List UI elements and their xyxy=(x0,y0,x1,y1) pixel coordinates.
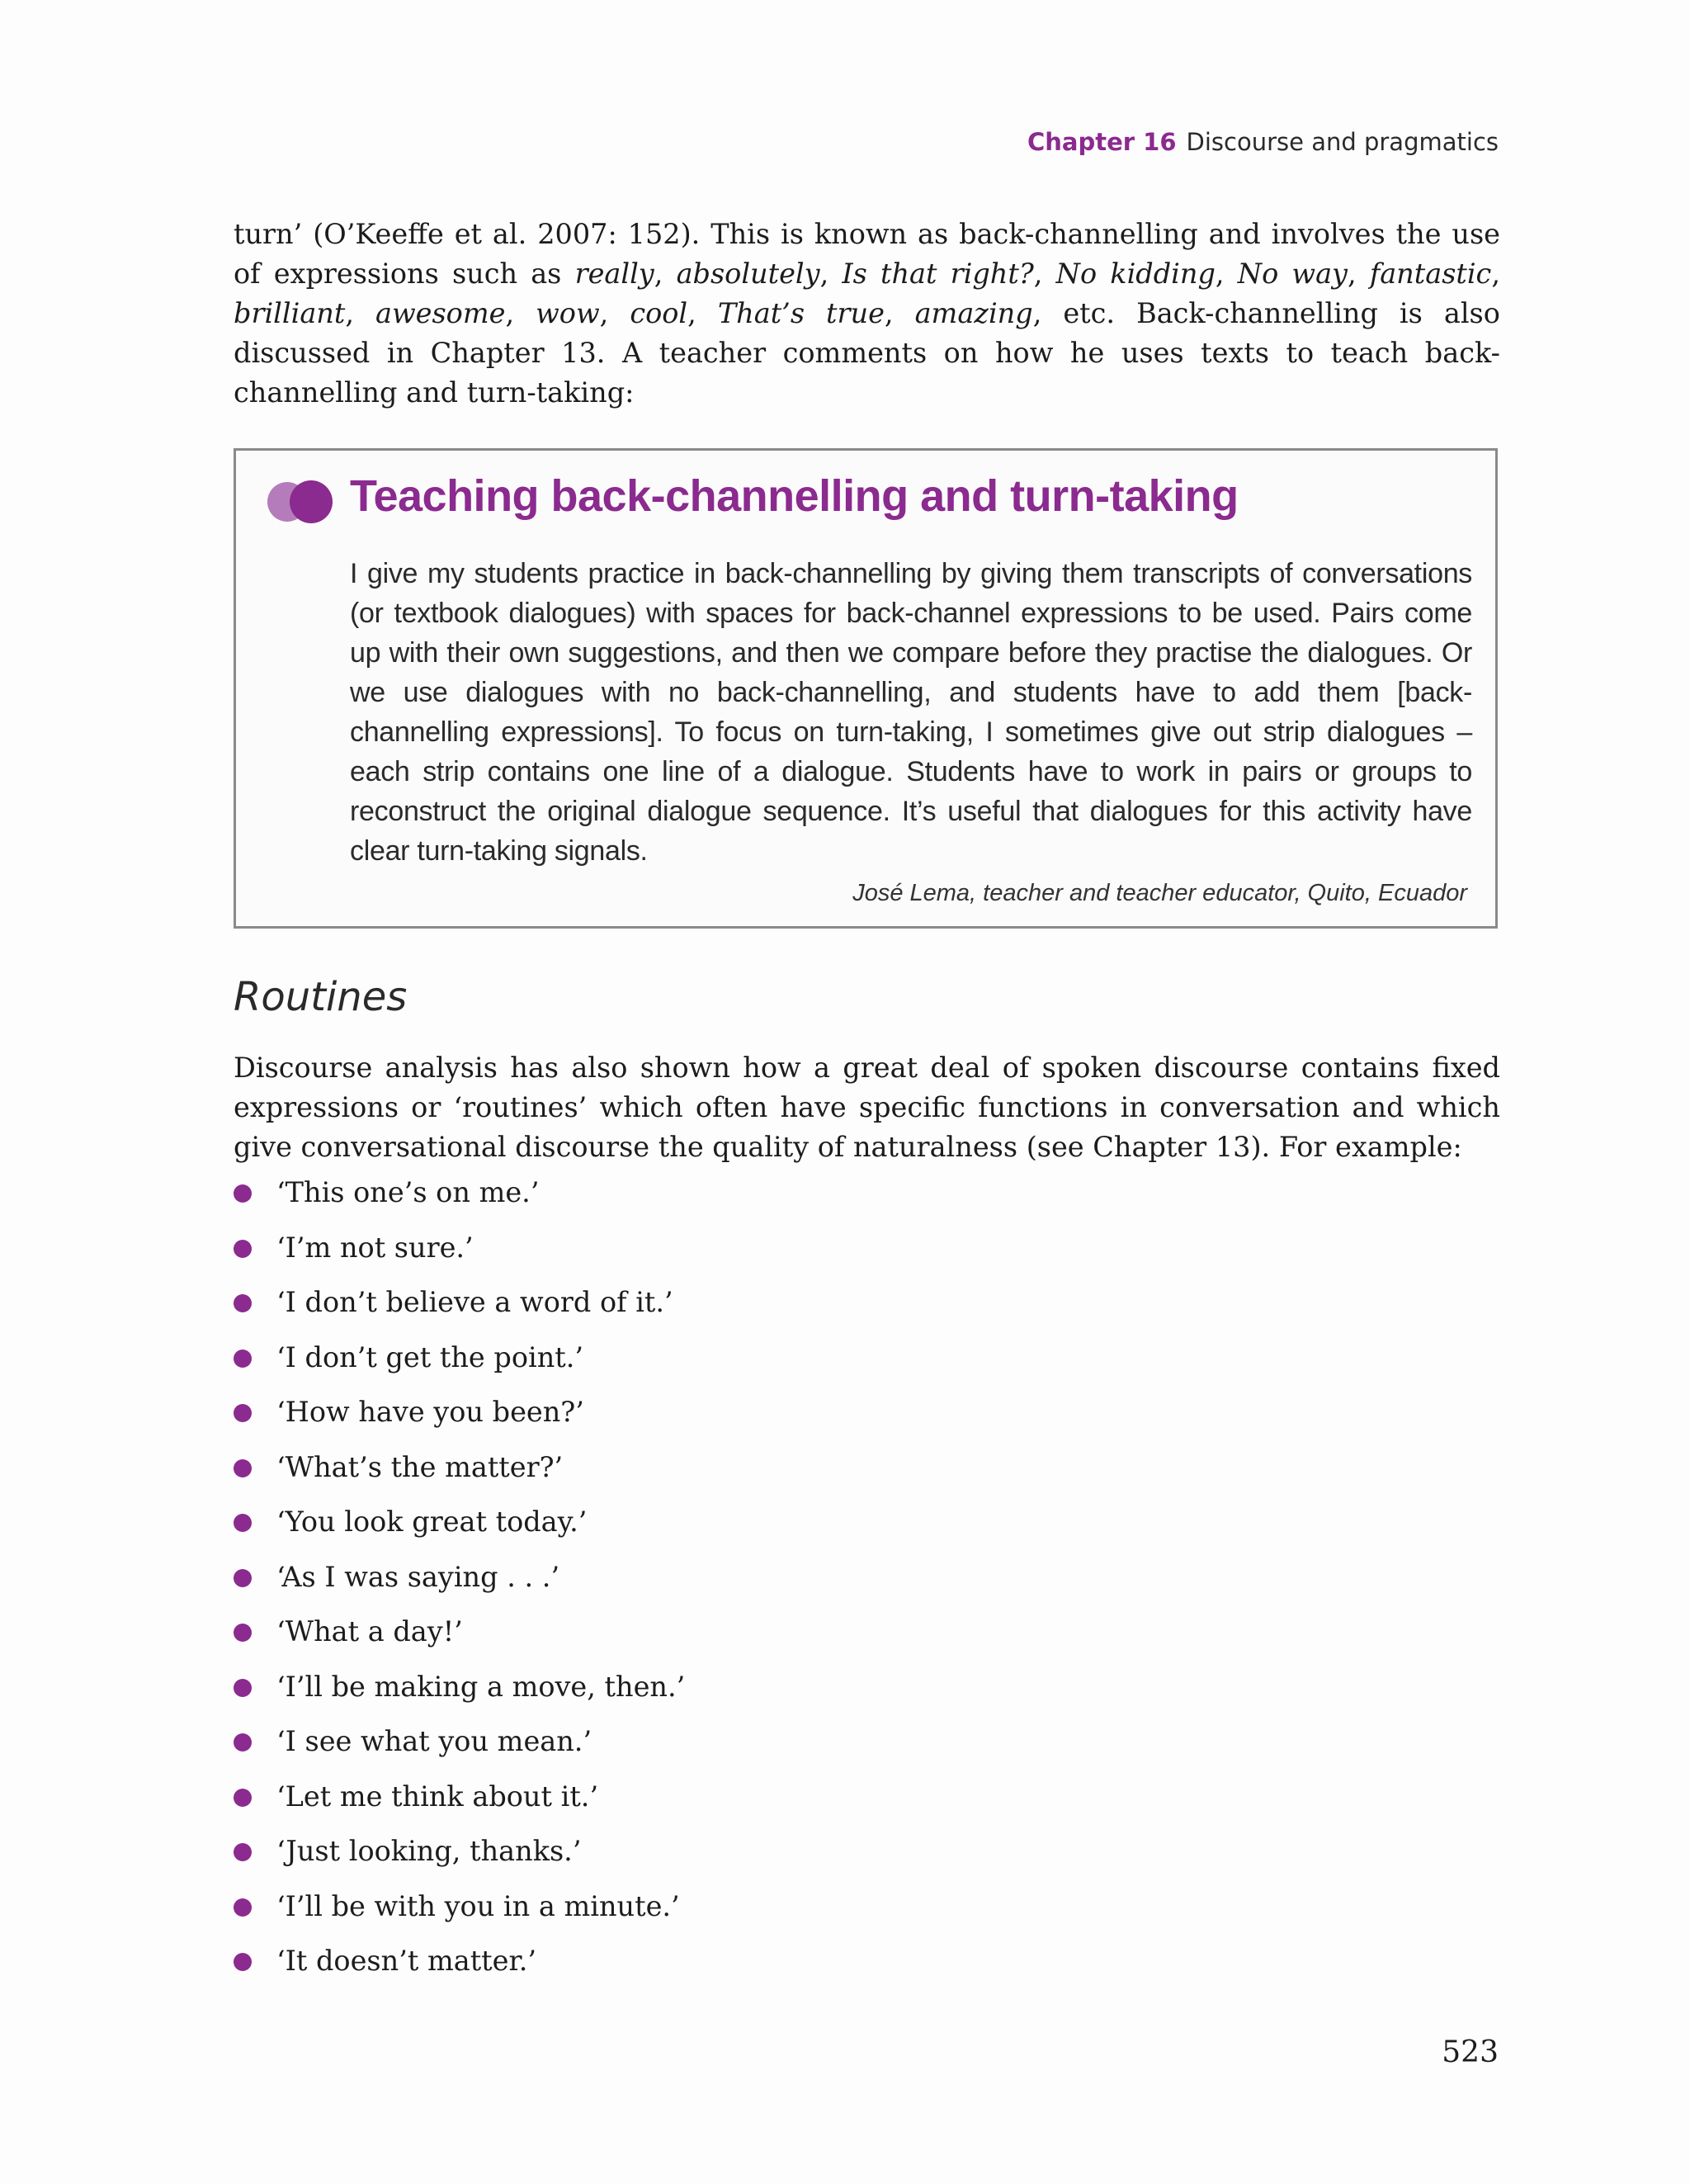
list-item-text: ‘I see what you mean.’ xyxy=(276,1725,592,1757)
back-channel-expression: amazing xyxy=(914,297,1033,329)
separator: , xyxy=(654,258,677,290)
list-item-text: ‘I don’t get the point.’ xyxy=(276,1340,584,1373)
bullet-icon xyxy=(234,1350,252,1368)
teacher-comment-box xyxy=(234,448,1498,929)
list-item-text: ‘I’ll be making a move, then.’ xyxy=(276,1670,686,1703)
list-item xyxy=(234,1286,1224,1341)
running-head xyxy=(1027,128,1499,156)
page-number: 523 xyxy=(1442,2035,1499,2069)
bullet-icon xyxy=(234,1953,252,1971)
list-item xyxy=(234,1451,1224,1506)
back-channel-expression: fantastic xyxy=(1369,258,1492,290)
back-channel-expression: Is that right? xyxy=(842,258,1034,290)
back-channel-expression: cool xyxy=(630,297,688,329)
box-title: Teaching back-channelling and turn-taking xyxy=(350,471,1239,521)
list-item xyxy=(234,1176,1224,1231)
bullet-icon xyxy=(234,1733,252,1751)
bullet-icon xyxy=(234,1679,252,1697)
list-item-text: ‘Just looking, thanks.’ xyxy=(276,1835,582,1867)
bullet-icon xyxy=(234,1789,252,1807)
list-item-text: ‘This one’s on me.’ xyxy=(276,1176,540,1208)
separator: , xyxy=(819,258,843,290)
list-item-text: ‘I’ll be with you in a minute.’ xyxy=(276,1889,680,1922)
list-item xyxy=(234,1780,1224,1836)
bullet-icon xyxy=(234,1184,252,1203)
intro-tail: , etc. Back-channelling is also discussed in Chapter 13. A teacher comments on how he uses texts to teach back-channelling and turn-taking: xyxy=(234,297,1500,409)
list-item xyxy=(234,1615,1224,1671)
separator: , xyxy=(1033,258,1056,290)
bullet-icon xyxy=(234,1569,252,1587)
list-item-text: ‘It doesn’t matter.’ xyxy=(276,1945,537,1977)
routines-paragraph: Discourse analysis has also shown how a great deal of spoken discourse contains fixed expressions or ‘routines’ which often have specific functions in conversation and which give conversational discourse the quality of naturalness (see Chapter 13). For example: xyxy=(234,1052,1500,1163)
bullet-icon xyxy=(234,1294,252,1312)
separator: , xyxy=(1215,258,1238,290)
back-channel-expression: No kidding xyxy=(1055,258,1216,290)
box-attribution: José Lema, teacher and teacher educator, Quito, Ecuador xyxy=(852,880,1467,906)
list-item-text: ‘What’s the matter?’ xyxy=(276,1450,564,1483)
list-item xyxy=(234,1671,1224,1726)
list-item xyxy=(234,1725,1224,1780)
box-body: I give my students practice in back-channelling by giving them transcripts of conversations (or textbook dialogues) with spaces for back-channel expressions to be used. Pairs come up with their own suggestions, and then we compare before they practise the dialogues. Or we use dialogues with no back-channelling, and students have to add them [back-channelling expressions]. To focus on turn-taking, I sometimes give out strip dialogues – each strip contains one line of a dialogue. Students have to work in pairs or groups to reconstruct the original dialogue sequence. It’s useful that dialogues for this activity have clear turn-taking signals. xyxy=(350,558,1472,867)
list-item-text: ‘Let me think about it.’ xyxy=(276,1780,599,1813)
separator: , xyxy=(884,297,915,329)
list-item xyxy=(234,1835,1224,1890)
bullet-icon xyxy=(234,1624,252,1642)
back-channel-expression: wow xyxy=(536,297,600,329)
back-channel-expression: absolutely xyxy=(676,258,820,290)
list-item-text: ‘I don’t believe a word of it.’ xyxy=(276,1286,673,1318)
chapter-title: Discourse and pragmatics xyxy=(1186,128,1499,156)
chapter-label: Chapter 16 xyxy=(1027,128,1177,156)
separator: , xyxy=(345,297,375,329)
list-item xyxy=(234,1231,1224,1287)
bullet-icon xyxy=(234,1843,252,1861)
back-channel-expression: really xyxy=(574,258,654,290)
back-channel-expression: awesome xyxy=(375,297,506,329)
separator: , xyxy=(505,297,536,329)
routine-examples-list xyxy=(234,1176,1224,2000)
bullet-icon xyxy=(234,1459,252,1477)
list-item xyxy=(234,1341,1224,1397)
list-item-text: ‘How have you been?’ xyxy=(276,1396,584,1428)
list-item-text: ‘What a day!’ xyxy=(276,1615,463,1647)
intro-paragraph: turn’ (O’Keeffe et al. 2007: 152). This is known as back-channelling and involves the use of expressions such as really, absolutely, Is that right?, No kidding, No way, fantastic, brilliant, awesome, wow, cool, That’s true, amazing, etc. Back-channelling is also discussed in Chapter 13. A teacher comments on how he uses texts to teach back-channelling and turn-taking: xyxy=(234,218,1500,409)
separator: , xyxy=(599,297,630,329)
list-item xyxy=(234,1945,1224,2000)
separator: , xyxy=(687,297,718,329)
list-item xyxy=(234,1561,1224,1616)
speech-bubbles-icon xyxy=(265,479,336,525)
bullet-icon xyxy=(234,1514,252,1532)
back-channel-expression: brilliant xyxy=(234,297,346,329)
list-item xyxy=(234,1396,1224,1451)
separator: , xyxy=(1347,258,1370,290)
back-channel-expression: No way xyxy=(1237,258,1348,290)
icon-circle-front xyxy=(290,480,333,523)
list-item xyxy=(234,1506,1224,1561)
list-item-text: ‘As I was saying . . .’ xyxy=(276,1560,560,1593)
section-heading-routines: Routines xyxy=(234,974,408,1020)
bullet-icon xyxy=(234,1240,252,1258)
bullet-icon xyxy=(234,1898,252,1917)
list-item-text: ‘You look great today.’ xyxy=(276,1506,588,1538)
list-item-text: ‘I’m not sure.’ xyxy=(276,1231,474,1264)
bullet-icon xyxy=(234,1404,252,1422)
separator: , xyxy=(1491,258,1500,290)
list-item xyxy=(234,1890,1224,1945)
back-channel-expression: That’s true xyxy=(717,297,885,329)
